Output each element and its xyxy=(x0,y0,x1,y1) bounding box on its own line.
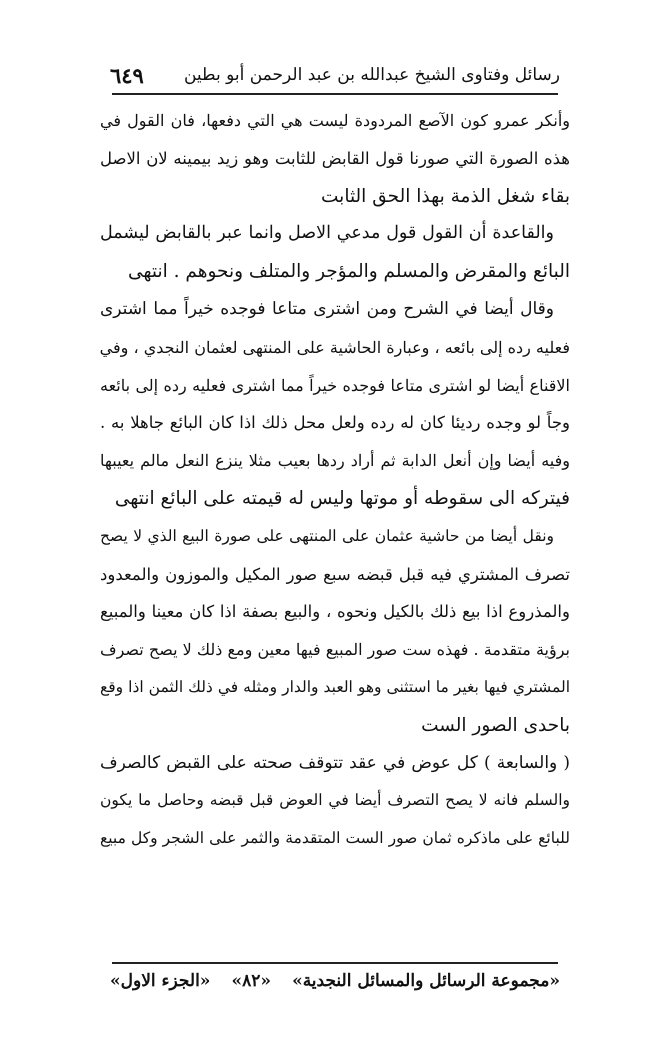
running-title: رسائل وفتاوى الشيخ عبدالله بن عبد الرحمن أبو بطين xyxy=(183,65,560,85)
text-line: ونقل أيضا من حاشية عثمان على المنتهى على صورة البيع الذي لا يصح xyxy=(100,526,554,545)
body-text xyxy=(100,102,570,952)
text-line: وفيه أيضا وإن أنعل الدابة ثم أراد ردها بعيب مثلا ينزع النعل مالم يعيبها xyxy=(100,451,570,471)
text-line: والقاعدة أن القول قول مدعي الاصل وانما عبر بالقابض ليشمل xyxy=(100,223,554,244)
collection-title: «مجموعة الرسائل والمسائل النجدية» xyxy=(292,971,560,991)
header-rule xyxy=(112,93,558,95)
text-line: والمذروع اذا بيع ذلك بالكيل ونحوه ، والبيع بصفة اذا كان معينا والمبيع xyxy=(100,602,570,622)
text-line: وقال أيضا في الشرح ومن اشترى متاعا فوجده خيراً مما اشترى xyxy=(100,298,554,319)
running-footer xyxy=(110,964,560,998)
text-line: وأنكر عمرو كون الآصع المردودة ليست هي التي دفعها، فان القول في xyxy=(100,111,570,130)
text-line: البائع والمقرض والمسلم والمؤجر والمتلف ونحوهم . انتهى xyxy=(127,261,570,283)
text-line: تصرف المشتري فيه قبل قبضه سبع صور المكيل والموزون والمعدود xyxy=(100,564,570,584)
text-line: المشتري فيها بغير ما استثنى وهو العبد والدار ومثله في ذلك الثمن اذا وقع xyxy=(100,677,570,696)
text-line: بقاء شغل الذمة بهذا الحق الثابت xyxy=(321,185,570,207)
footer-page-number: «٨٢» xyxy=(231,971,271,991)
running-header xyxy=(110,58,560,92)
text-line: الاقناع أيضا لو اشترى متاعا فوجده خيراً مما اشترى فعليه رده إلى بائعه xyxy=(100,375,570,395)
text-line: والسلم فانه لا يصح التصرف أيضا في العوض قبل قبضه وحاصل ما يكون xyxy=(100,791,570,810)
text-line: ( والسابعة ) كل عوض في عقد تتوقف صحته على القبض كالصرف xyxy=(100,752,570,773)
text-line: هذه الصورة التي صورنا قول القابض للثابت وهو زيد بيمينه لان الاصل xyxy=(100,148,570,168)
text-line: وجاً لو وجده رديئا كان له رده ولعل محل ذلك اذا كان البائع جاهلا به . xyxy=(100,413,570,433)
text-line: للبائع على ماذكره ثمان صور الست المتقدمة والثمر على الشجر وكل مبيع xyxy=(100,829,570,848)
text-line: فيتركه الى سقوطه أو موتها وليس له قيمته على البائع انتهى xyxy=(114,487,570,509)
text-line: برؤية متقدمة . فهذه ست صور المبيع فيها معين ومع ذلك لا يصح تصرف xyxy=(100,640,570,660)
text-line: باحدى الصور الست xyxy=(421,714,570,736)
page-number: ٦٤٩ xyxy=(110,62,144,88)
text-line: فعليه رده إلى بائعه ، وعبارة الحاشية على المنتهى لعثمان النجدي ، وفي xyxy=(100,337,570,357)
volume-label: «الجزء الاول» xyxy=(110,971,211,991)
